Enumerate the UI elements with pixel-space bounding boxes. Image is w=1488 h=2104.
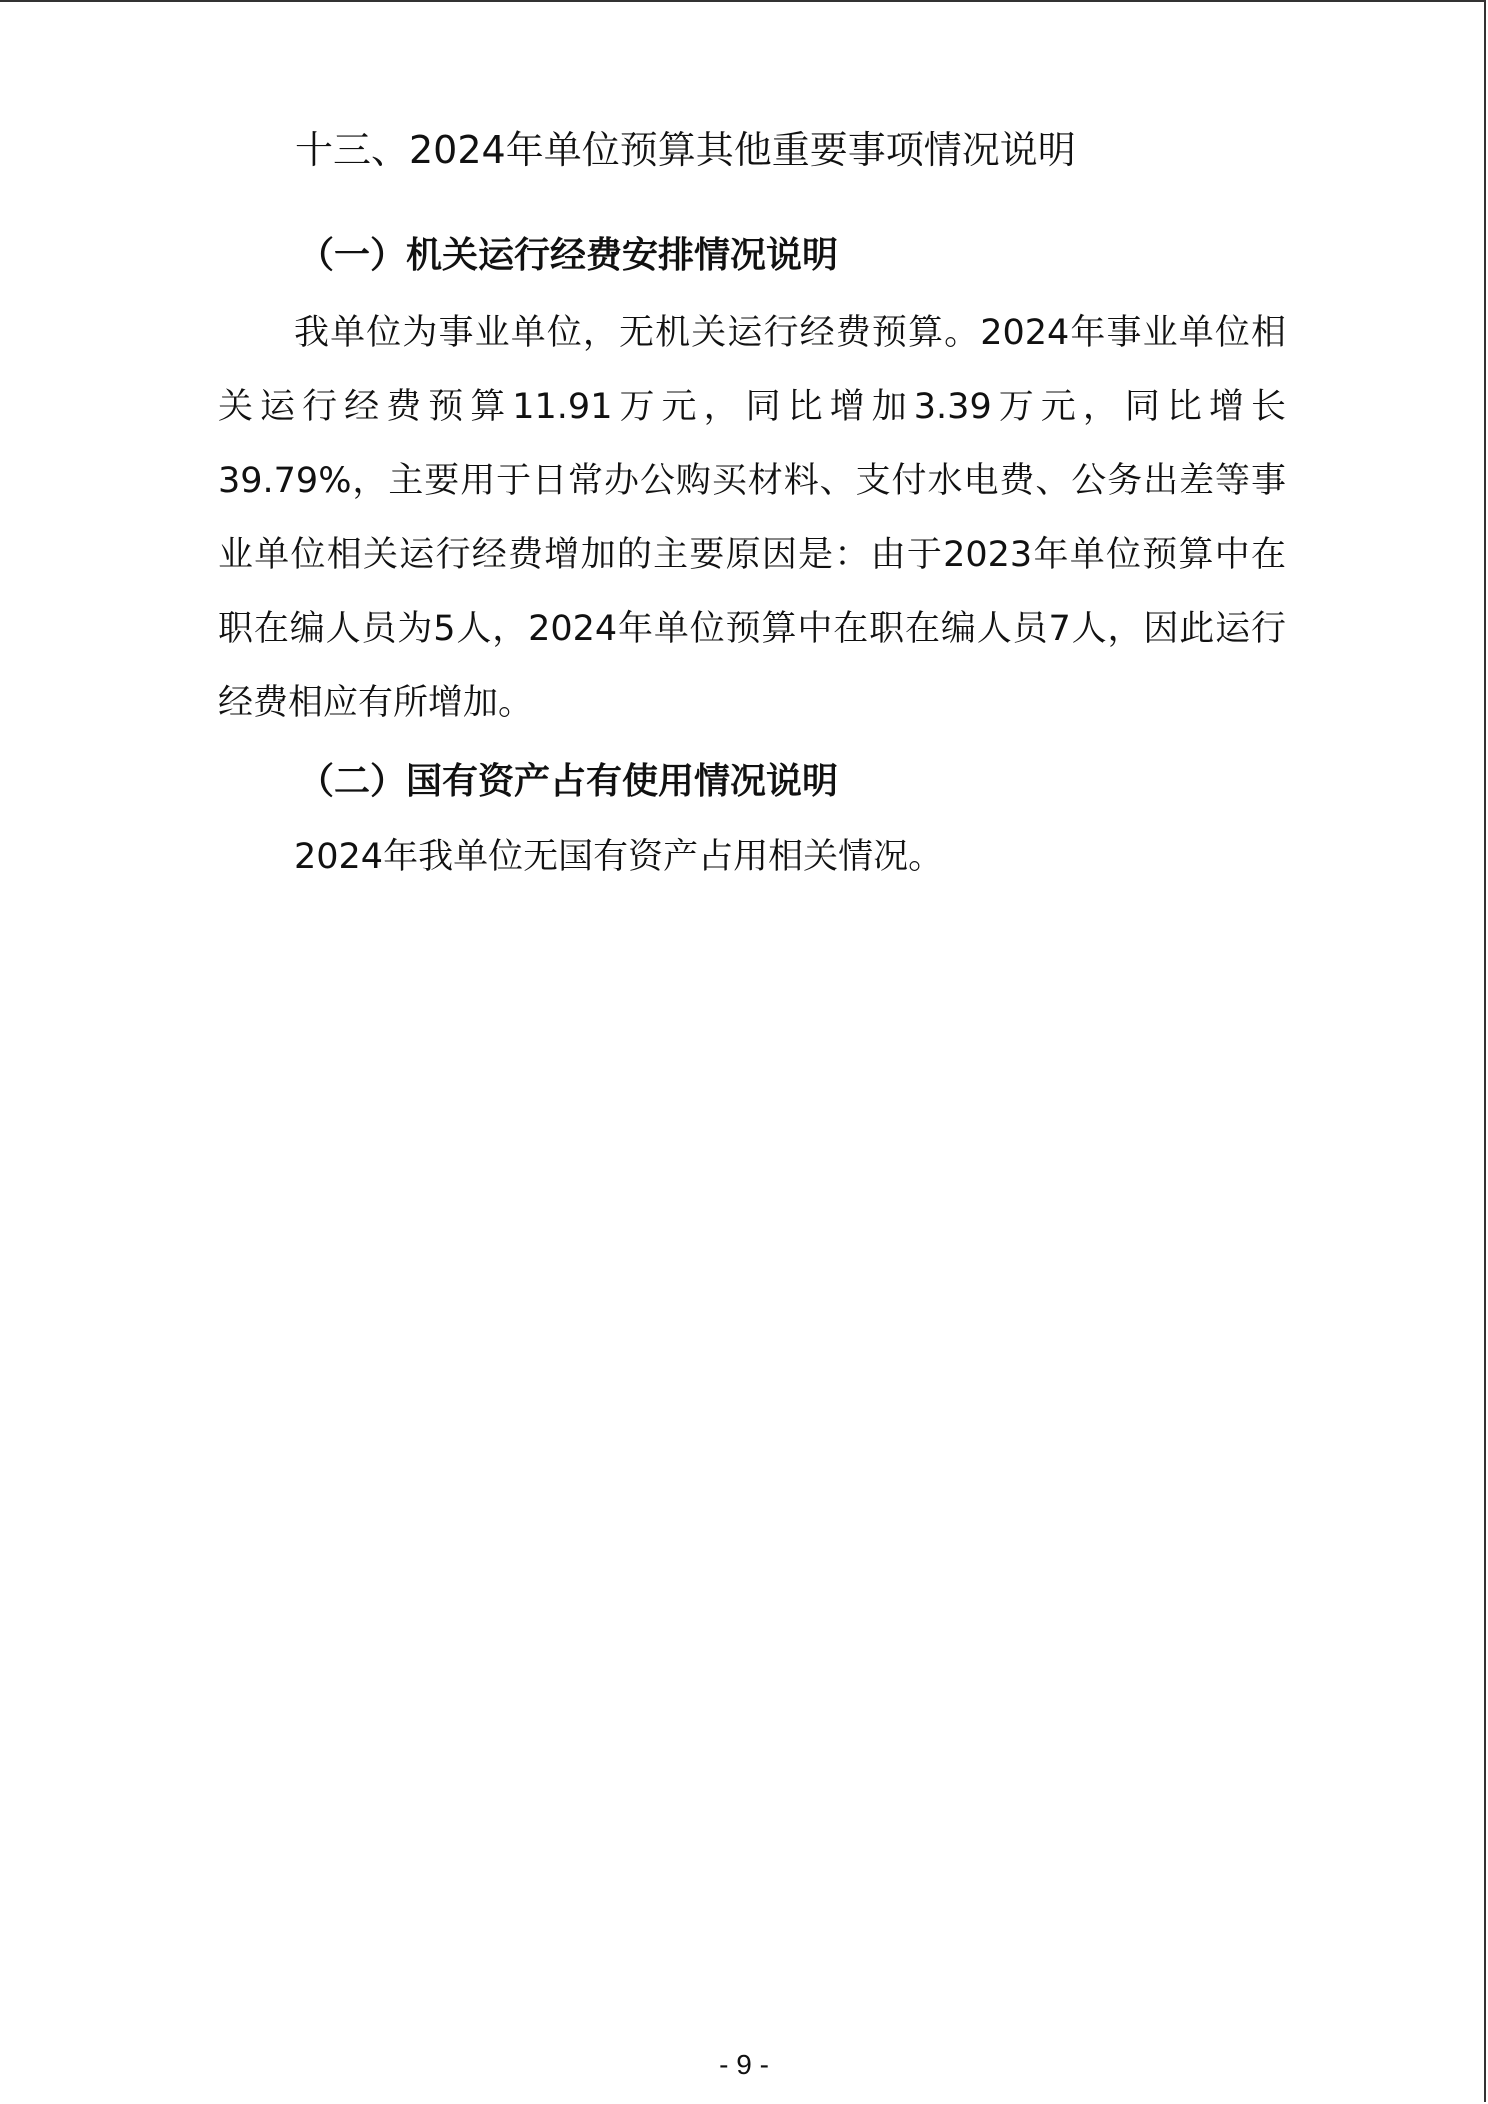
paragraph-operating-expenses: 我单位为事业单位，无机关运行经费预算。2024年事业单位相关运行经费预算11.91万元，同比增加3.39万元，同比增长39.79%，主要用于日常办公购买材料、支付水电费、公务出差等事业单位相关运行经费增加的主要原因是：由于2023年单位预算中在职在编人员为5人，2024年单位预算中在职在编人员7人，因此运行经费相应有所增加。	[218, 313, 1286, 723]
section-title: 十三、2024年单位预算其他重要事项情况说明	[295, 128, 1076, 172]
paragraph-state-assets: 2024年我单位无国有资产占用相关情况。	[294, 837, 944, 877]
subsection-heading-operating-expenses: （一）机关运行经费安排情况说明	[298, 235, 839, 276]
subsection-heading-state-assets: （二）国有资产占有使用情况说明	[298, 761, 839, 802]
page-number: - 9 -	[719, 2049, 769, 2080]
